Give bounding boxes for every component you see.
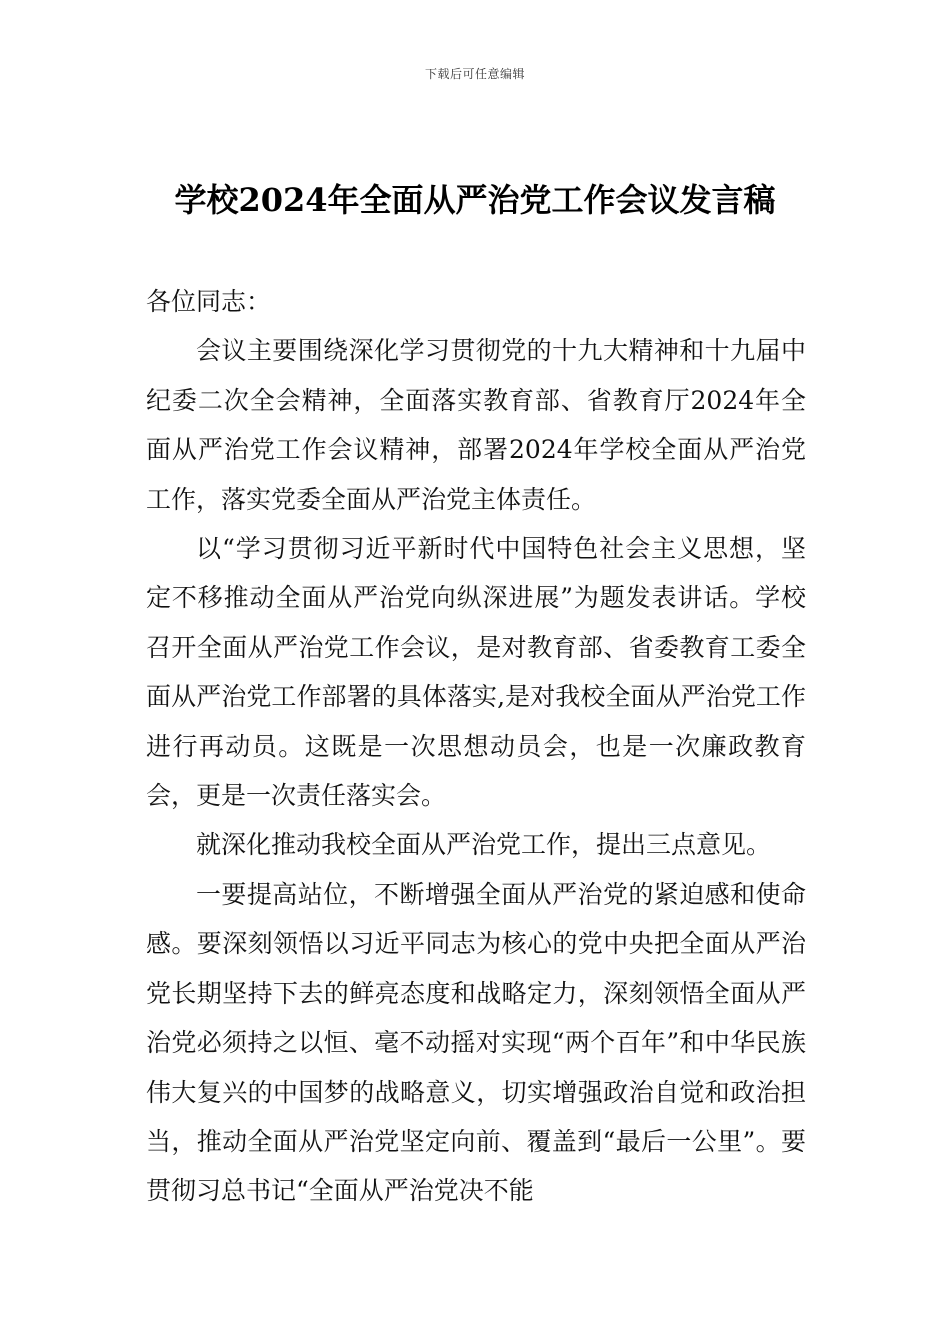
document-body (146, 277, 806, 1216)
page-header-note: 下载后可任意编辑 (424, 67, 525, 81)
body-paragraph-2: 以“学习贯彻习近平新时代中国特色社会主义思想，坚定不移推动全面从严治党向纵深进展”为题发表讲话。学校召开全面从严治党工作会议，是对教育部、省委教育工委全面从严治党工作部署的具体落实,是对我校全面从严治党工作进行再动员。这既是一次思想动员会，也是一次廉政教育会，更是一次责任落实会。 (146, 534, 806, 811)
salutation: 各位同志： (146, 287, 272, 316)
body-paragraph-3: 就深化推动我校全面从严治党工作，提出三点意见。 (196, 830, 772, 860)
document-title: 学校2024年全面从严治党工作会议发言稿 (174, 181, 776, 219)
body-paragraph-4: 一要提高站位，不断增强全面从严治党的紧迫感和使命感。要深刻领悟以习近平同志为核心的党中央把全面从严治党长期坚持下去的鲜亮态度和战略定力，深刻领悟全面从严治党必须持之以恒、毫不动摇对实现“两个百年”和中华民族伟大复兴的中国梦的战略意义，切实增强政治自觉和政治担当，推动全面从严治党坚定向前、覆盖到“最后一公里”。要贯彻习总书记“全面从严治党决不能 (146, 879, 806, 1206)
body-paragraph-1: 会议主要围绕深化学习贯彻党的十九大精神和十九届中纪委二次全会精神，全面落实教育部、省教育厅2024年全面从严治党工作会议精神，部署2024年学校全面从严治党工作，落实党委全面从严治党主体责任。 (146, 336, 806, 514)
